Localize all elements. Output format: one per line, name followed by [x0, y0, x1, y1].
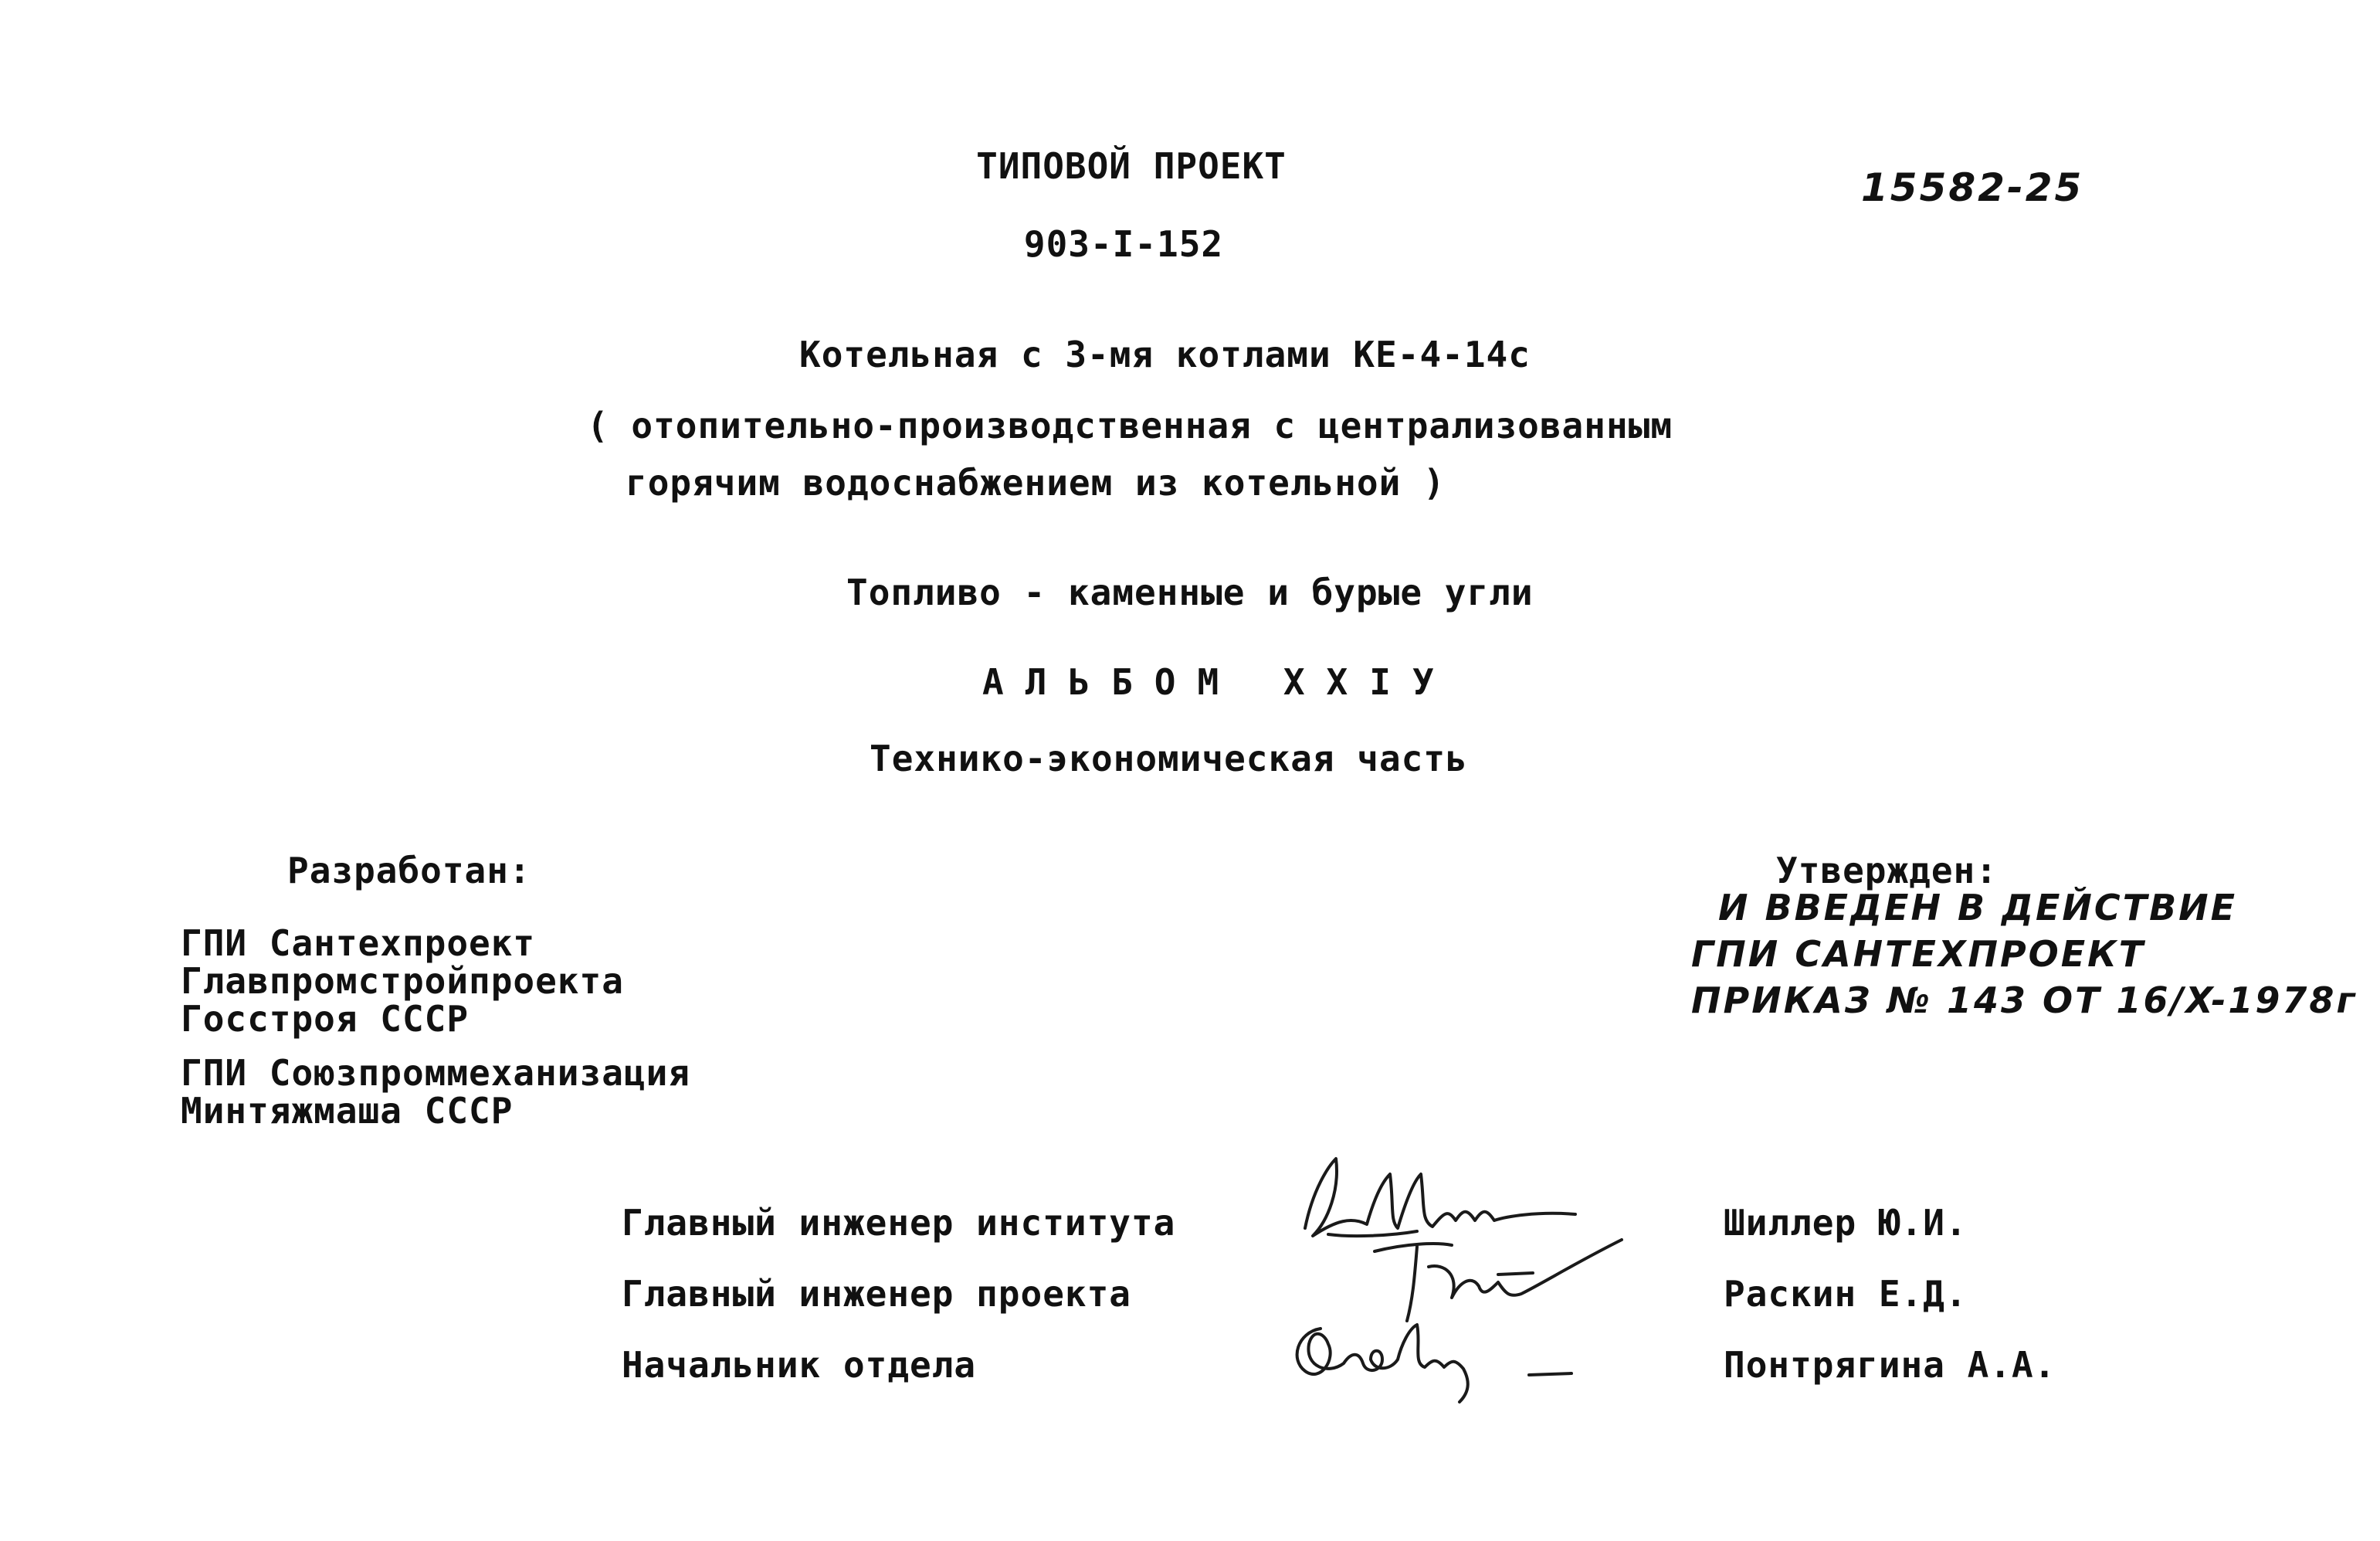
approved-label: Утвержден: [1776, 850, 1998, 891]
project-subtitle-line2: горячим водоснабжением из котельной ) [626, 462, 1446, 504]
doc-type-heading: ТИПОВОЙ ПРОЕКТ [976, 145, 1287, 187]
approval-note-line3: ПРИКАЗ № 143 ОТ 16/X-1978г [1691, 979, 2358, 1021]
signatory-name: Понтрягина А.А. [1724, 1344, 2056, 1386]
project-title: Котельная с 3-мя котлами КЕ-4-14с [799, 334, 1531, 375]
signature-department-head [1266, 1298, 1606, 1414]
album-number: АЛЬБОМ XXIУ [982, 661, 1456, 703]
signatory-name: Раскин Е.Д. [1724, 1273, 1968, 1315]
signatory-name: Шиллер Ю.И. [1724, 1202, 1968, 1244]
developed-label: Разработан: [287, 850, 531, 891]
approval-note-line1: И ВВЕДЕН В ДЕЙСТВИЕ [1718, 887, 2238, 928]
signatory-role: Начальник отдела [622, 1344, 977, 1386]
developer-org1-line3: Госстроя СССР [181, 998, 470, 1040]
approval-note-line2: ГПИ САНТЕХПРОЕКТ [1691, 933, 2146, 975]
project-subtitle-line1: ( отопительно-производственная с централизованным [587, 405, 1673, 446]
developer-org2-line1: ГПИ Союзпроммеханизация [181, 1052, 690, 1094]
project-number: 903-I-152 [1023, 223, 1224, 265]
fuel-type: Топливо - каменные и бурые угли [846, 572, 1534, 613]
part-title: Технико-экономическая часть [870, 738, 1468, 779]
signatory-role: Главный инженер института [622, 1202, 1176, 1244]
inventory-number: 15582-25 [1861, 165, 2084, 210]
developer-org1-line1: ГПИ Сантехпроект [181, 922, 536, 964]
developer-org2-line2: Минтяжмаша СССР [181, 1090, 514, 1132]
signatory-role: Главный инженер проекта [622, 1273, 1131, 1315]
developer-org1-line2: Главпромстройпроекта [181, 960, 624, 1002]
